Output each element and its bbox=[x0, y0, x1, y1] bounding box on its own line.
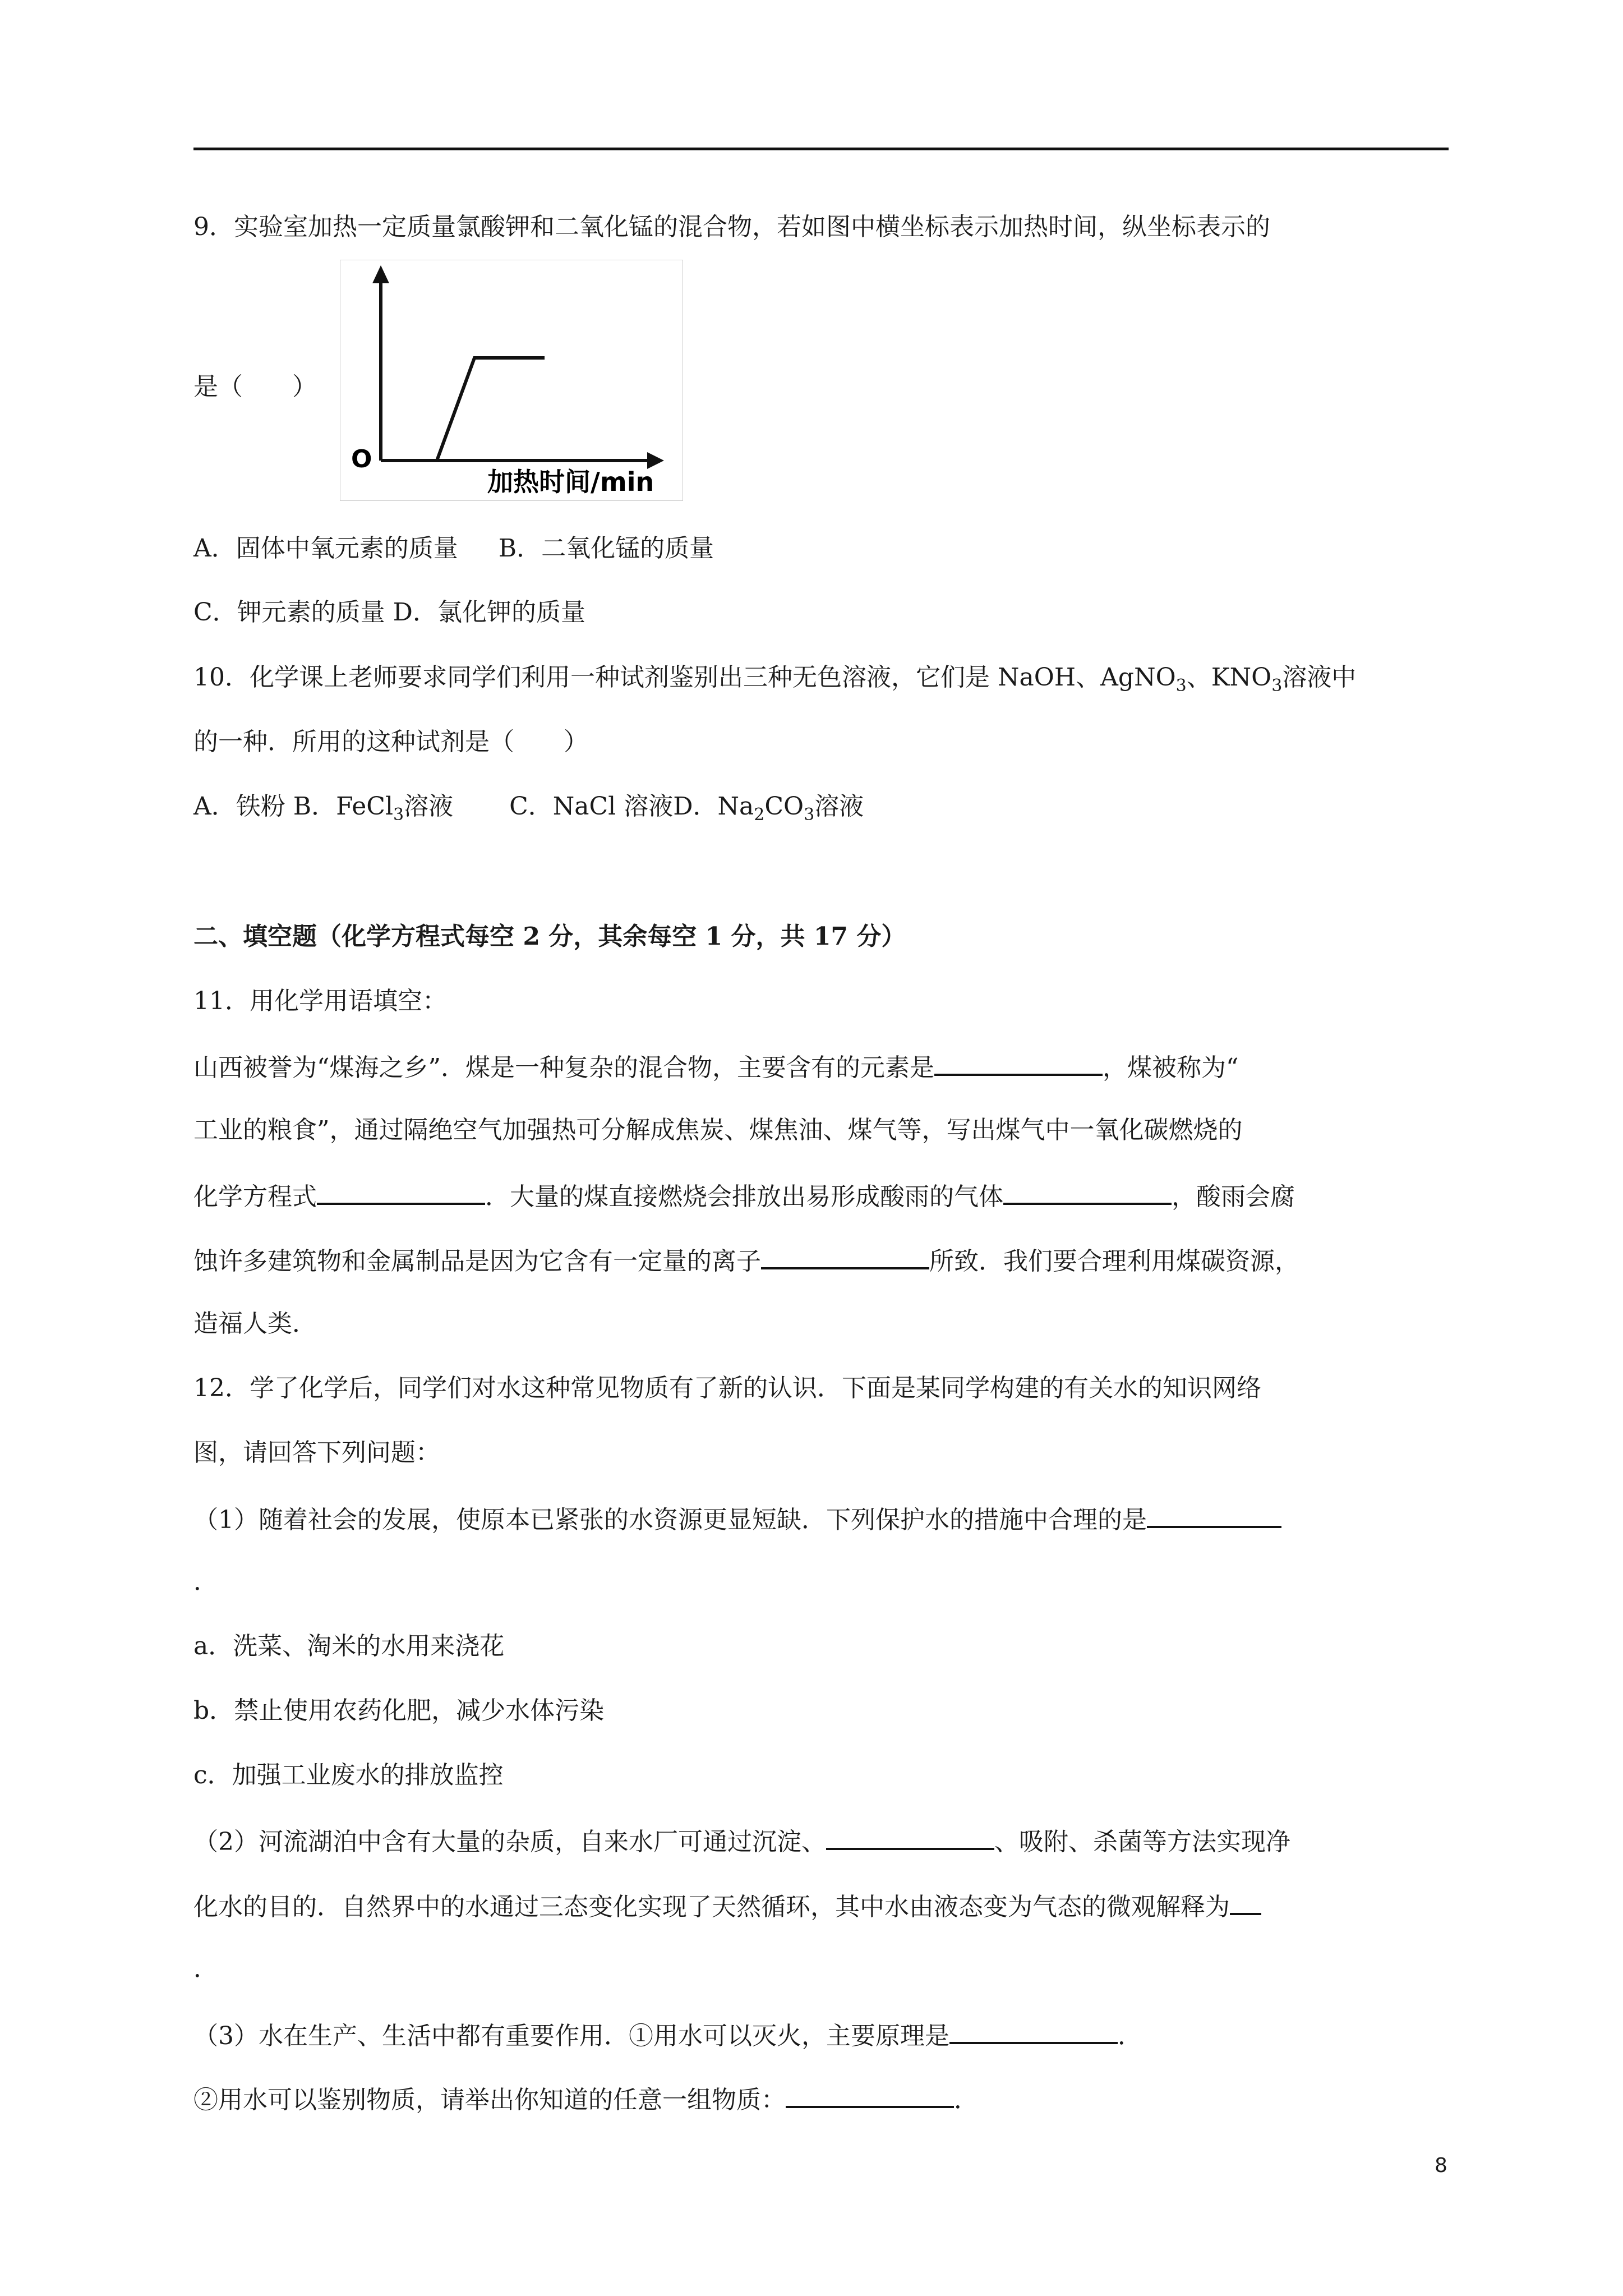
q11-blank-2 bbox=[317, 1178, 485, 1205]
q12-blank-1 bbox=[1147, 1501, 1281, 1528]
q12-stem-1: 12．学了化学后，同学们对水这种常见物质有了新的认识．下面是某同学构建的有关水的知识网络 bbox=[193, 1374, 1261, 1402]
origin-label: O bbox=[351, 445, 372, 473]
q9-option-b: B．二氧化锰的质量 bbox=[498, 534, 714, 563]
q10-option-a: A．铁粉 bbox=[193, 792, 285, 821]
q10-option-c: C．NaCl 溶液 bbox=[509, 792, 674, 821]
q10-option-b: B．FeCl$_3$溶液 bbox=[293, 792, 454, 825]
q12-option-b: b．禁止使用农药化肥，减少水体污染 bbox=[193, 1696, 605, 1725]
header-rule bbox=[193, 148, 1449, 150]
q11-line-3: 化学方程式 ．大量的煤直接燃烧会排放出易形成酸雨的气体 ，酸雨会腐 bbox=[193, 1178, 1295, 1214]
q12-blank-5 bbox=[786, 2081, 954, 2108]
q12-part-3: （3）水在生产、生活中都有重要作用．①用水可以灭火，主要原理是 ． bbox=[193, 2017, 1142, 2053]
q9-stem: 9．实验室加热一定质量氯酸钾和二氧化锰的混合物，若如图中横坐标表示加热时间，纵坐标表示的 bbox=[193, 213, 1270, 241]
q12-blank-4 bbox=[949, 2017, 1118, 2044]
q12-part-2: （2）河流湖泊中含有大量的杂质，自来水厂可通过沉淀、 、吸附、杀菌等方法实现净 bbox=[193, 1823, 1290, 1859]
q11-line-5: 造福人类． bbox=[193, 1309, 317, 1338]
q11-stem: 11．用化学用语填空： bbox=[193, 987, 447, 1015]
q12-dot-2: ． bbox=[193, 1954, 218, 1983]
q9-options-cd bbox=[193, 596, 585, 629]
q10-options bbox=[193, 790, 864, 823]
q9-stem-end: 是（ ） bbox=[193, 372, 317, 401]
q12-part-1: （1）随着社会的发展，使原本已紧张的水资源更显短缺．下列保护水的措施中合理的是 bbox=[193, 1501, 1281, 1537]
section-2-title: 二、填空题（化学方程式每空 2 分，其余每空 1 分，共 17 分） bbox=[193, 922, 906, 951]
q12-blank-3 bbox=[1230, 1888, 1261, 1915]
q12-part-3b: ②用水可以鉴别物质，请举出你知道的任意一组物质： ． bbox=[193, 2081, 979, 2117]
q11-blank-3 bbox=[1003, 1178, 1172, 1205]
q12-option-c: c．加强工业废水的排放监控 bbox=[193, 1761, 504, 1789]
q12-stem-2: 图，请回答下列问题： bbox=[193, 1438, 440, 1467]
q9-graph bbox=[340, 260, 683, 501]
q9-option-c: C．钾元素的质量 bbox=[193, 598, 385, 627]
q11-blank-4 bbox=[761, 1243, 929, 1269]
graph-frame bbox=[340, 260, 683, 501]
q12-option-a: a．洗菜、淘米的水用来浇花 bbox=[193, 1632, 505, 1660]
q12-dot-1: ． bbox=[193, 1567, 218, 1596]
q11-line-2: 工业的粮食”，通过隔绝空气加强热可分解成焦炭、煤焦油、煤气等，写出煤气中一氧化碳燃烧的 bbox=[193, 1116, 1243, 1144]
q11-blank-1 bbox=[934, 1049, 1103, 1076]
q10-option-d: D．$Na_2CO_3$溶液 bbox=[673, 792, 864, 825]
q11-line-1: 山西被誉为“煤海之乡”．煤是一种复杂的混合物，主要含有的元素是 ，煤被称为“ bbox=[193, 1049, 1239, 1085]
q9-option-d: D．氯化钾的质量 bbox=[393, 598, 585, 627]
q9-option-a: A．固体中氧元素的质量 bbox=[193, 534, 458, 563]
q12-part-2-cont: 化水的目的．自然界中的水通过三态变化实现了天然循环，其中水由液态变为气态的微观解释为 bbox=[193, 1888, 1261, 1924]
q9-options-ab bbox=[193, 532, 714, 565]
q10-stem-2: 的一种．所用的这种试剂是（ ） bbox=[193, 728, 588, 756]
q11-line-4: 蚀许多建筑物和金属制品是因为它含有一定量的离子 所致．我们要合理利用煤碳资源， bbox=[193, 1243, 1299, 1278]
page-number: 8 bbox=[1435, 2154, 1447, 2177]
x-axis-label: 加热时间/min bbox=[487, 467, 654, 497]
q10-stem-1: 10．化学课上老师要求同学们利用一种试剂鉴别出三种无色溶液，它们是 NaOH、AgNO$_3$、$KNO_3$溶液中 bbox=[193, 663, 1357, 696]
q12-blank-2 bbox=[826, 1823, 994, 1850]
